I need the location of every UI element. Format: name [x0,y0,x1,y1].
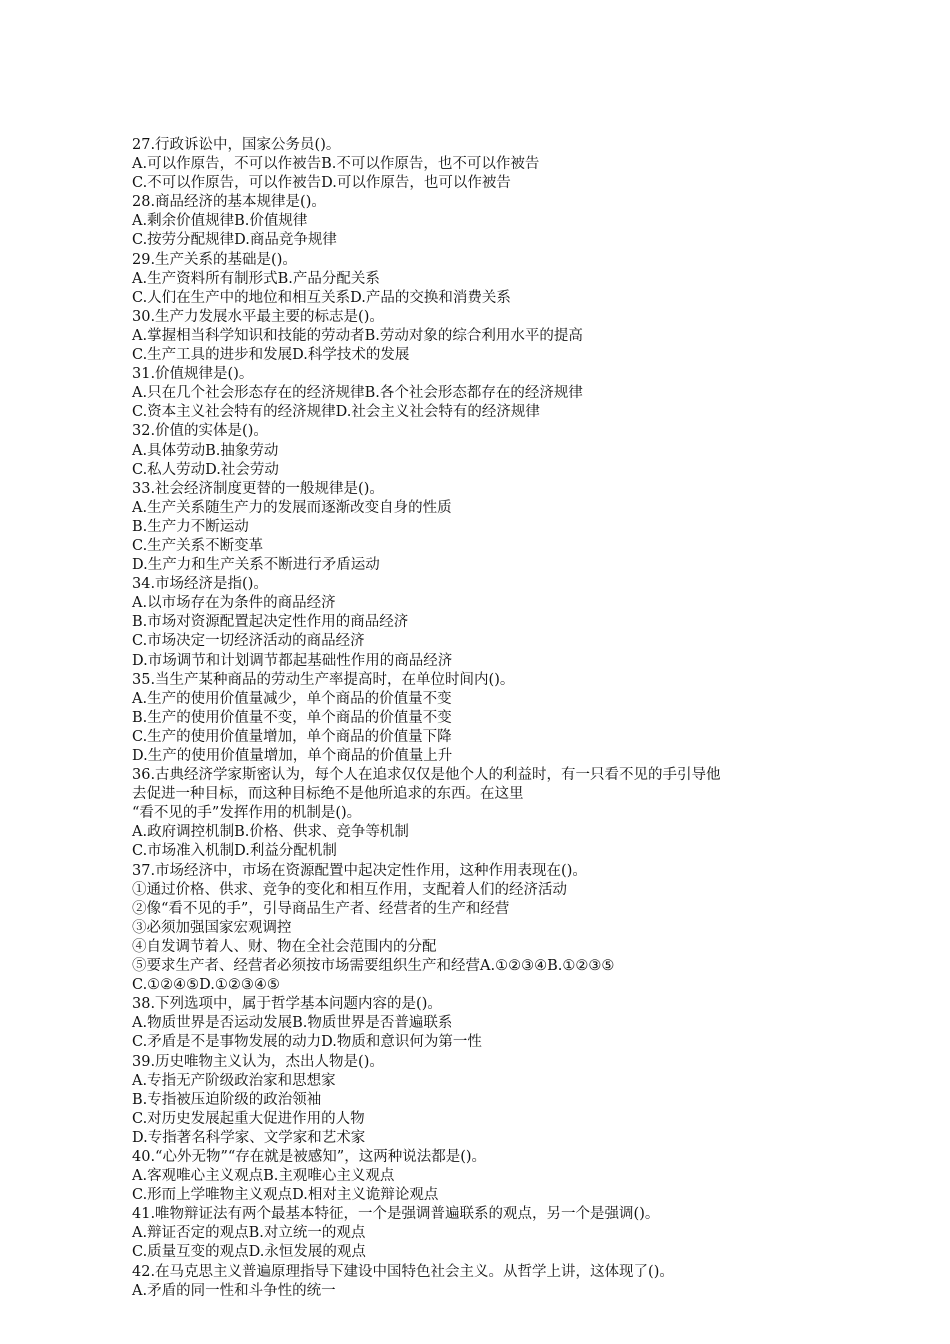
text-line: C.生产关系不断变革 [132,537,264,554]
text-line: A.政府调控机制B.价格、供求、竞争等机制 [132,824,409,841]
text-line: D.专指著名科学家、文学家和艺术家 [132,1129,366,1146]
text-line: 41.唯物辩证法有两个最基本特征，一个是强调普遍联系的观点，另一个是强调()。 [132,1206,660,1223]
document-body [132,136,832,1301]
text-line: C.资本主义社会特有的经济规律D.社会主义社会特有的经济规律 [132,404,540,421]
text-line: 31.价值规律是()。 [132,366,254,383]
text-line: C.生产工具的进步和发展D.科学技术的发展 [132,347,410,364]
text-line: “看不见的手”发挥作用的机制是()。 [132,805,362,822]
text-line: A.剩余价值规律B.价值规律 [132,213,308,230]
text-line: 37.市场经济中，市场在资源配置中起决定性作用，这种作用表现在()。 [132,862,587,879]
text-line: A.掌握相当科学知识和技能的劳动者B.劳动对象的综合利用水平的提高 [132,327,583,344]
text-line: 32.价值的实体是()。 [132,423,268,440]
text-line: C.市场决定一切经济活动的商品经济 [132,633,365,650]
text-line: A.生产关系随生产力的发展而逐渐改变自身的性质 [132,499,452,516]
text-line: C.市场准入机制D.利益分配机制 [132,843,337,860]
text-line: 27.行政诉讼中，国家公务员()。 [132,137,341,153]
text-line: ④自发调节着人、财、物在全社会范围内的分配 [132,938,437,955]
text-line: 40.“心外无物”“存在就是被感知”，这两种说法都是()。 [132,1148,487,1165]
text-line: D.生产的使用价值量增加，单个商品的价值量上升 [132,748,453,764]
text-line: 39.历史唯物主义认为，杰出人物是()。 [132,1053,384,1070]
text-line: 29.生产关系的基础是()。 [132,251,297,268]
text-line: 34.市场经济是指()。 [132,576,268,593]
text-line: 33.社会经济制度更替的一般规律是()。 [132,480,384,497]
text-line: 36.古典经济学家斯密认为，每个人在追求仅仅是他个人的利益时，有一只看不见的手引导他 [132,767,721,784]
text-line: A.矛盾的同一性和斗争性的统一 [132,1282,336,1299]
text-line: C.质量互变的观点D.永恒发展的观点 [132,1244,366,1261]
text-line: A.生产资料所有制形式B.产品分配关系 [132,270,380,287]
text-line: 35.当生产某种商品的劳动生产率提高时，在单位时间内()。 [132,671,515,688]
text-line: C.私人劳动D.社会劳动 [132,461,279,478]
text-line: A.具体劳动B.抽象劳动 [132,442,279,459]
text-line: D.市场调节和计划调节都起基础性作用的商品经济 [132,652,453,669]
text-line: 30.生产力发展水平最主要的标志是()。 [132,308,384,325]
text-line: C.①②④⑤D.①②③④⑤ [132,977,280,994]
text-line: B.生产的使用价值量不变，单个商品的价值量不变 [132,709,452,726]
text-line: C.不可以作原告，可以作被告D.可以作原告，也可以作被告 [132,175,511,192]
text-line: A.只在几个社会形态存在的经济规律B.各个社会形态都存在的经济规律 [132,385,583,402]
text-line: A.客观唯心主义观点B.主观唯心主义观点 [132,1168,395,1185]
text-line: D.生产力和生产关系不断进行矛盾运动 [132,557,380,574]
text-line: A.辩证否定的观点B.对立统一的观点 [132,1225,366,1242]
text-line: C.形而上学唯物主义观点D.相对主义诡辩论观点 [132,1187,439,1204]
text-line: A.专指无产阶级政治家和思想家 [132,1072,336,1089]
text-line: 28.商品经济的基本规律是()。 [132,194,326,211]
text-line: 42.在马克思主义普遍原理指导下建设中国特色社会主义。从哲学上讲，这体现了()。 [132,1263,674,1280]
text-line: B.专指被压迫阶级的政治领袖 [132,1091,322,1108]
text-line: A.可以作原告，不可以作被告B.不可以作原告，也不可以作被告 [132,156,540,173]
text-line: B.市场对资源配置起决定性作用的商品经济 [132,614,409,631]
text-line: ⑤要求生产者、经营者必须按市场需要组织生产和经营A.①②③④B.①②③⑤ [132,958,615,975]
text-line: C.对历史发展起重大促进作用的人物 [132,1110,365,1127]
text-line: ③必须加强国家宏观调控 [132,919,292,936]
text-line: ②像“看不见的手”，引导商品生产者、经营者的生产和经营 [132,900,510,917]
text-line: 38.下列选项中，属于哲学基本问题内容的是()。 [132,996,442,1013]
text-line: C.生产的使用价值量增加，单个商品的价值量下降 [132,728,452,745]
text-line: ①通过价格、供求、竞争的变化和相互作用，支配着人们的经济活动 [132,881,567,898]
text-line: A.以市场存在为条件的商品经济 [132,595,336,612]
text-line: C.按劳分配规律D.商品竞争规律 [132,232,337,249]
text-line: A.物质世界是否运动发展B.物质世界是否普遍联系 [132,1015,453,1032]
text-line: 去促进一种目标，而这种目标绝不是他所追求的东西。在这里 [132,786,524,803]
text-line: C.人们在生产中的地位和相互关系D.产品的交换和消费关系 [132,289,511,306]
text-line: C.矛盾是不是事物发展的动力D.物质和意识何为第一性 [132,1034,482,1051]
text-line: A.生产的使用价值量减少，单个商品的价值量不变 [132,690,452,707]
text-line: B.生产力不断运动 [132,518,249,535]
